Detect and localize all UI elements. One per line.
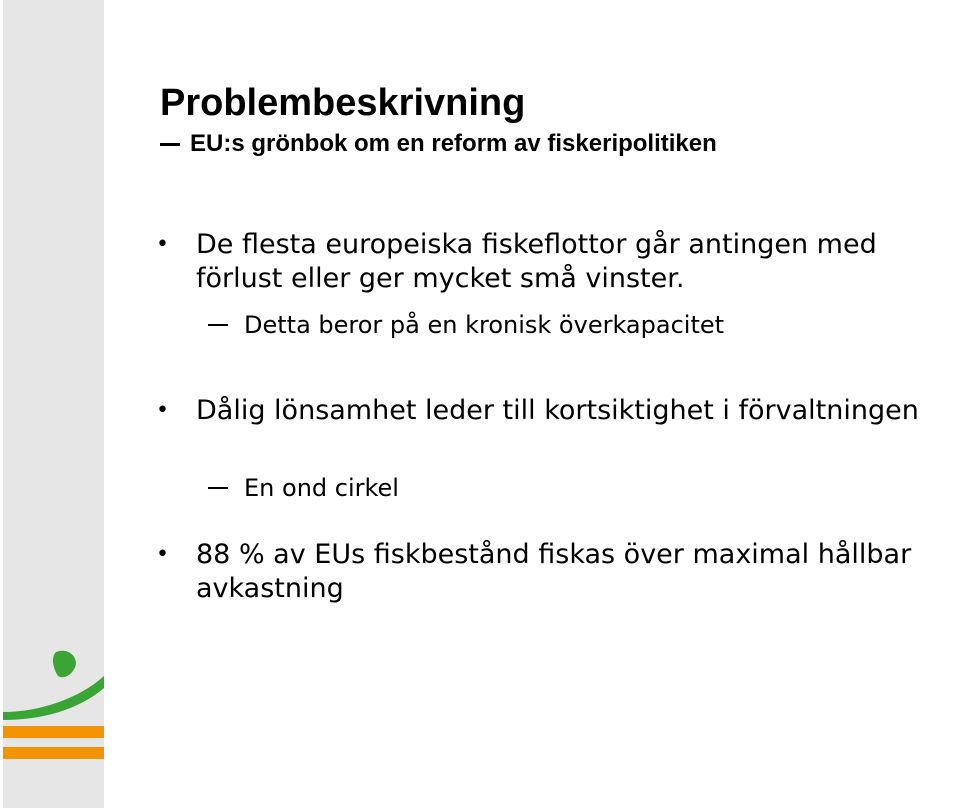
dash-icon (208, 487, 228, 489)
bullet-icon: • (156, 232, 169, 257)
sub-bullet-text: Detta beror på en kronisk överkapacitet (244, 311, 725, 339)
subtitle-row (160, 130, 717, 158)
bullet-icon: • (156, 398, 169, 423)
bullet-text: 88 % av EUs fiskbestånd fiskas över maximal hållbar avkastning (196, 539, 912, 604)
bullet-text: Dålig lönsamhet leder till kortsiktighet i förvaltningen (196, 395, 919, 426)
sub-bullet-item-1 (208, 310, 724, 340)
logo-swoosh (3, 676, 104, 720)
logo-stripe-top (3, 726, 104, 738)
sub-bullet-text: En ond cirkel (244, 474, 399, 502)
page-title: Problembeskrivning (160, 82, 526, 124)
sub-bullet-item-2 (208, 473, 399, 503)
bullet-text: De flesta europeiska fiskeflottor går antingen med förlust eller ger mycket små vinster. (196, 229, 877, 294)
page-subtitle: EU:s grönbok om en reform av fiskeripolitiken (190, 130, 717, 157)
logo-leaf (53, 651, 76, 678)
logo-stripe-bottom (3, 747, 104, 759)
dash-icon (160, 143, 180, 146)
bullet-icon: • (156, 542, 169, 567)
dash-icon (208, 324, 228, 326)
leaf-logo-icon (0, 640, 104, 770)
